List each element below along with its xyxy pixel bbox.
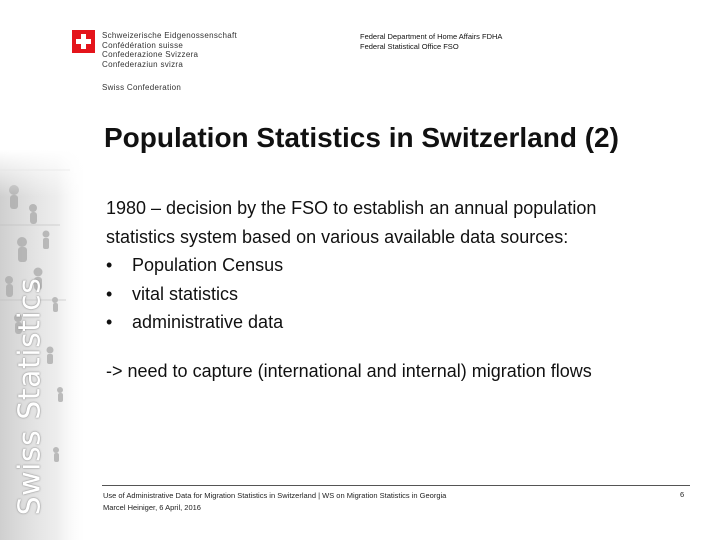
footer-title: Use of Administrative Data for Migration Statistics in Switzerland | WS on Migration Statistics in Georgia — [103, 491, 447, 500]
bullet-item — [106, 251, 596, 280]
office-line: Federal Statistical Office FSO — [360, 42, 459, 51]
intro-line: 1980 – decision by the FSO to establish an annual population — [106, 198, 597, 218]
bullet-text: Population Census — [132, 255, 284, 275]
sidebar-label-container — [10, 277, 50, 515]
bullet-text: vital statistics — [132, 283, 239, 304]
intro-line: statistics system based on various available data sources: — [106, 226, 569, 247]
confederation-line: Confédération suisse — [102, 40, 184, 50]
confederation-names — [102, 31, 237, 69]
confederation-line: Confederaziun svizra — [102, 59, 184, 69]
bullet-marker: • — [106, 255, 113, 275]
bullet-item — [106, 280, 596, 309]
confederation-line: Schweizerische Eidgenossenschaft — [102, 31, 238, 40]
footer — [103, 490, 446, 514]
migration-note: -> need to capture (international and internal) migration flows — [106, 361, 592, 381]
bullet-text: administrative data — [132, 312, 284, 332]
sidebar-label: Swiss Statistics — [12, 277, 48, 515]
footer-divider — [102, 485, 690, 486]
department-line: Federal Department of Home Affairs FDHA — [360, 32, 503, 41]
department-block — [360, 32, 502, 52]
page-number: 6 — [680, 490, 685, 499]
swiss-flag-icon — [72, 30, 95, 53]
slide-body — [106, 194, 596, 337]
bullet-item — [106, 308, 596, 337]
bullet-marker: • — [106, 312, 113, 332]
slide-title: Population Statistics in Switzerland (2) — [104, 122, 619, 153]
bullet-marker: • — [106, 283, 113, 304]
footer-author-date: Marcel Heiniger, 6 April, 2016 — [103, 503, 201, 512]
confederation-line: Confederazione Svizzera — [102, 50, 199, 59]
confederation-english: Swiss Confederation — [102, 83, 182, 92]
